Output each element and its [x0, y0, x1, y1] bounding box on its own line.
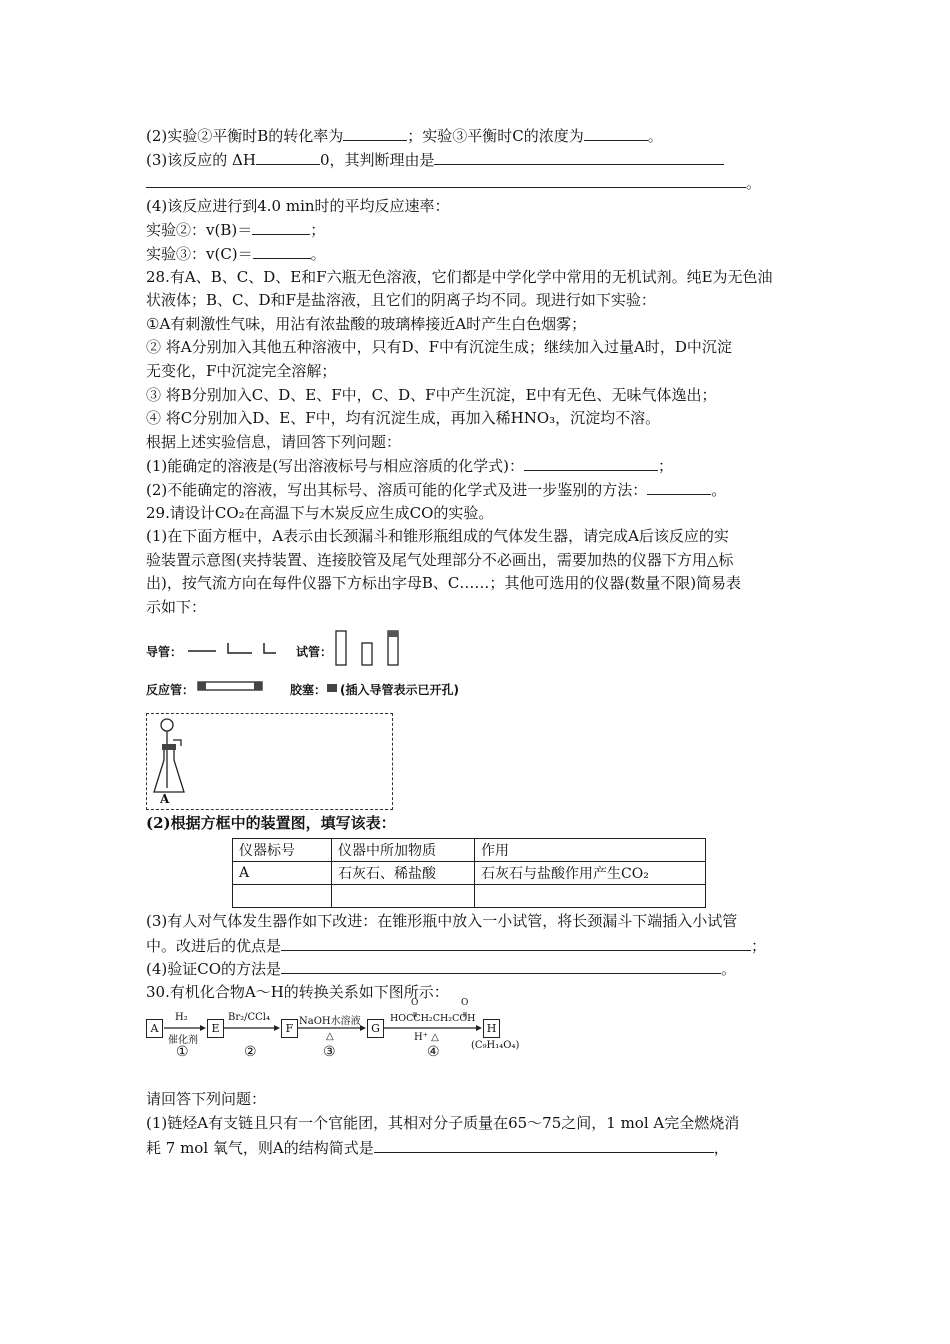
q27-p2-text-b: ；实验③平衡时C的浓度为: [407, 127, 584, 145]
table-row: [233, 862, 706, 885]
step4-oxygen-right: O: [461, 998, 469, 1009]
step2-number: ②: [244, 1044, 257, 1061]
legend-stopper-note: (插入导管表示已开孔): [340, 683, 459, 698]
table-header-row: [233, 839, 706, 862]
flow-node-h: H: [483, 1019, 500, 1038]
reaction-tube-icon: [196, 677, 266, 697]
answer-blank[interactable]: [374, 1136, 714, 1153]
step4-number: ④: [427, 1044, 440, 1061]
step1-condition: 催化剂: [168, 1035, 198, 1047]
step1-number: ①: [176, 1044, 189, 1061]
answer-blank[interactable]: [252, 218, 310, 235]
q27-p3-text: (3)该反应的 ΔH: [146, 150, 256, 169]
table-header-cell: 作用: [475, 839, 706, 862]
q30-p1-end: ，: [713, 1138, 729, 1157]
step3-condition: △: [326, 1031, 334, 1043]
answer-blank[interactable]: [434, 148, 724, 165]
q29-p4-end: 。: [721, 960, 737, 979]
q29-p1a: (1)在下面方框中，A表示由长颈漏斗和锥形瓶组成的气体发生器，请完成A后该反应的实: [146, 527, 729, 546]
q28-step-3: ③ 将B分别加入C、D、E、F中，C、D、F中产生沉淀，E中有无色、无味气体逸出；: [146, 385, 717, 404]
q29-p3b: [146, 934, 826, 958]
step4-reagent: HOCCH₂CH₂COH: [390, 1013, 476, 1025]
tube-icons: [186, 639, 296, 663]
q29-p3b-text: 中。改进后的优点是: [146, 936, 282, 955]
answer-blank[interactable]: [146, 171, 746, 188]
q28-ask: 根据上述实验信息，请回答下列问题：: [146, 432, 402, 451]
q29-p1c: 出)，按气流方向在每件仪器下方标出字母B、C……；其他可选用的仪器(数量不限)简易表: [146, 574, 742, 593]
design-box[interactable]: [146, 713, 393, 810]
q28-answer-2: [146, 478, 826, 502]
q27-p3-end: 。: [746, 174, 762, 193]
step2-reagent: Br₂/CCl₄: [228, 1012, 271, 1024]
q27-part3-cont: [146, 171, 826, 195]
q27-p4-text: (4)该反应进行到4.0 min时的平均反应速率：: [146, 196, 450, 215]
q30-p1b: [146, 1136, 826, 1160]
q28-step-2a: ② 将A分别加入其他五种溶液中，只有D、F中有沉淀生成；继续加入过量A时，D中沉淀: [146, 338, 732, 357]
table-header-cell: 仪器标号: [233, 839, 332, 862]
step1-reagent: H₂: [175, 1012, 188, 1024]
legend-tube-label: 导管：: [146, 645, 183, 660]
document-page: [146, 124, 826, 1159]
q27-part2: [146, 124, 826, 148]
legend-testtube-label: 试管：: [296, 645, 333, 660]
answer-blank[interactable]: [647, 478, 711, 495]
testtube-icons: [332, 629, 412, 667]
q27-exp2: [146, 218, 826, 242]
q30-p1b-text: 耗 7 mol 氧气，则A的结构简式是: [146, 1138, 374, 1157]
q30-ask: 请回答下列问题：: [146, 1090, 267, 1109]
q29-p1b: 验装置示意图(夹持装置、连接胶管及尾气处理部分不必画出，需要加热的仪器下方用△标: [146, 550, 734, 569]
reaction-flow-diagram: [146, 998, 826, 1088]
q27-p2-text: (2)实验②平衡时B的转化率为: [146, 127, 344, 145]
flow-node-f: F: [281, 1019, 298, 1038]
answer-blank[interactable]: [281, 957, 721, 974]
step3-number: ③: [323, 1044, 336, 1061]
answer-blank[interactable]: [343, 124, 407, 141]
table-cell: A: [233, 862, 332, 885]
q28-answer-1: [146, 454, 826, 478]
q28-step-4: ④ 将C分别加入D、E、F中，均有沉淀生成，再加入稀HNO₃，沉淀均不溶。: [146, 409, 661, 428]
flow-node-g: G: [367, 1019, 384, 1038]
flow-node-a: A: [146, 1019, 163, 1038]
legend-reactor-label: 反应管：: [146, 683, 195, 698]
q29-p3-end: ；: [751, 936, 767, 955]
q27-exp3: [146, 242, 826, 266]
q28-a2-text: (2)不能确定的溶液，写出其标号、溶质可能的化学式及进一步鉴别的方法：: [146, 480, 648, 499]
answer-blank[interactable]: [253, 242, 311, 259]
q29-p1d: 示如下：: [146, 597, 207, 616]
table-cell[interactable]: [475, 885, 706, 908]
q29-p4-text: (4)验证CO的方法是: [146, 960, 282, 979]
q27-part3: [146, 148, 826, 172]
q29-p2: (2)根据方框中的装置图，填写该表：: [146, 814, 396, 833]
answer-blank[interactable]: [281, 934, 751, 951]
table-cell: 石灰石与盐酸作用产生CO₂: [475, 862, 706, 885]
q28-step-2b: 无变化，F中沉淀完全溶解；: [146, 361, 337, 380]
apparatus-table: [232, 838, 706, 908]
table-cell[interactable]: [233, 885, 332, 908]
answer-blank[interactable]: [524, 454, 658, 471]
step4-condition: H⁺ △: [414, 1032, 439, 1044]
table-header-cell: 仪器中所加物质: [332, 839, 475, 862]
q30-title: 30.有机化合物A～H的转换关系如下图所示：: [146, 982, 449, 1001]
table-row-empty[interactable]: [233, 885, 706, 908]
box-label-a: A: [160, 792, 170, 807]
answer-blank[interactable]: [256, 148, 320, 165]
q29-p4: [146, 957, 826, 981]
q27-part4: [146, 195, 826, 219]
q27-p2-end: 。: [647, 127, 663, 145]
table-cell[interactable]: [332, 885, 475, 908]
q28-a1-end: ；: [657, 457, 673, 476]
step4-oxygen-left: O: [411, 998, 419, 1009]
step3-reagent: NaOH水溶液: [299, 1016, 361, 1028]
apparatus-legend: [146, 629, 826, 699]
answer-blank[interactable]: [584, 124, 648, 141]
table-cell: 石灰石、稀盐酸: [332, 862, 475, 885]
q27-exp3-text: 实验③：v(C)＝: [146, 244, 253, 263]
q27-p3-text-b: 0，其判断理由是: [319, 150, 435, 169]
q30-p1a: (1)链烃A有支链且只有一个官能团，其相对分子质量在65～75之间，1 mol A完全燃烧消: [146, 1114, 740, 1133]
q27-exp2-text: 实验②：v(B)＝: [146, 221, 253, 240]
period: 。: [310, 244, 326, 263]
q28-step-1: ①A有刺激性气味，用沾有浓盐酸的玻璃棒接近A时产生白色烟雾；: [146, 314, 587, 333]
q28-a2-end: 。: [711, 480, 727, 499]
flow-node-e: E: [207, 1019, 224, 1038]
q29-p3a: (3)有人对气体发生器作如下改进：在锥形瓶中放入一小试管，将长颈漏斗下端插入小试管: [146, 912, 738, 931]
semicolon: ；: [310, 221, 326, 240]
stopper-icon: [326, 682, 338, 694]
q28-intro-1: 28.有A、B、C、D、E和F六瓶无色溶液，它们都是中学化学中常用的无机试剂。纯E为无色油: [146, 267, 773, 286]
q28-a1-text: (1)能确定的溶液是(写出溶液标号与相应溶质的化学式)：: [146, 457, 524, 476]
q28-intro-2: 状液体；B、C、D和F是盐溶液，且它们的阴离子均不同。现进行如下实验：: [146, 291, 656, 310]
legend-stopper-label: 胶塞：: [290, 683, 327, 698]
q29-title: 29.请设计CO₂在高温下与木炭反应生成CO的实验。: [146, 503, 494, 522]
h-formula: (C₉H₁₄O₄): [471, 1040, 520, 1052]
